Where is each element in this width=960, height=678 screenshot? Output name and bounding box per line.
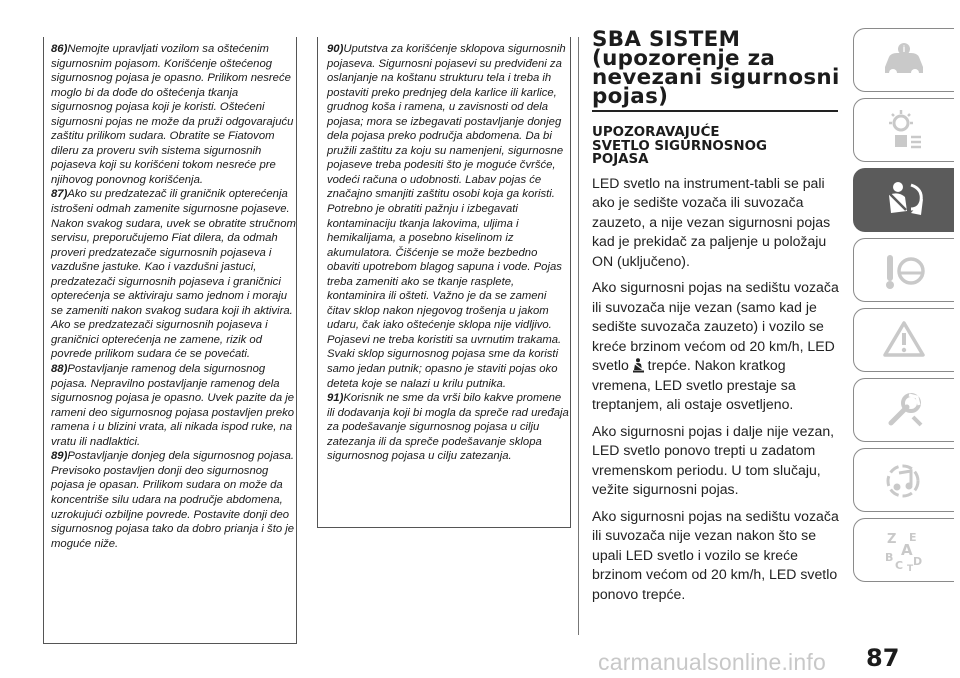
svg-text:i: i <box>902 44 906 54</box>
title-line: nevezani sigurnosni <box>592 65 840 89</box>
note-86: 86)Nemojte upravljati vozilom sa oštećenim sigurnosnim pojasom. Korišćenje oštećenog sigurnosnog pojasa je opasno. Prilikom nesreće moglo bi da dođe do oštećenja tkanja sigurnosnog pojasa koji je koristi. Oštećeni sigurnosni pojas ne može da pruži odgovarajuću zaštitu prilikom sudara. Obratite se Fiatovom dileru za proveru svih sistema sigurnosnih pojaseva koji su korišćeni tokom nesreće pre njihovog ponovnog korišćenja. <box>51 43 294 186</box>
tab-lights[interactable] <box>853 98 954 162</box>
section-title <box>592 27 842 108</box>
svg-text:D: D <box>913 555 923 568</box>
svg-text:T: T <box>907 564 914 573</box>
svg-text:B: B <box>885 551 894 564</box>
notes-column-left <box>51 42 296 551</box>
seatbelt-airbag-icon <box>881 177 927 223</box>
car-info-icon <box>881 37 927 83</box>
title-line: pojas) <box>592 84 669 108</box>
note-91: 91)Korisnik ne sme da vrši bilo kakve promene ili dodavanja koji bi mogla da spreče rad uređaja za podešavanje sigurnosnog pojasa u cilju zatezanja ili da spreče podešavanje sklopa sigurnosnog pojasa u cilju zatezanja. <box>327 392 569 463</box>
main-section <box>592 27 842 604</box>
notes-column-middle <box>327 42 569 464</box>
lights-icon <box>881 107 927 153</box>
note-87: 87)Ako su predzatezač ili graničnik opterećenja istrošeni odmah zamenite sigurnosne pojaseve. Nakon svakog sudara, uvek se obratite stručnom servisu, preporučujemo Fiat dilera, da odmah proveri predzatezače sigurnosnih pojaseva i vazdušne jastuke. Kao i vazdušni jastuci, predzatezači sigurnosnih pojaseva i graničnici opterećenja se aktiviraju samo jednom i moraju se zameniti nakon svakog sudara koji ih aktivira. Ako se predzatezači sigurnosnih pojaseva i graničnici opterećenja ne zamene, rizik od povrede prilikom sudara će se povećati. <box>51 188 296 361</box>
svg-text:Z: Z <box>887 532 897 547</box>
column-divider <box>578 37 579 635</box>
chapter-sidebar <box>853 28 960 648</box>
paragraph-4: Ako sigurnosni pojas na sedištu vozača ili suvozača nije vezan nakon što se upali LED svetlo i vozilo se kreće brzinom većom od 20 km/h, LED svetlo ponovo trepće. <box>592 507 839 602</box>
tab-index[interactable] <box>853 518 954 582</box>
tab-safety[interactable] <box>853 168 954 232</box>
tab-car-info[interactable] <box>853 28 954 92</box>
tab-emergency[interactable] <box>853 378 954 442</box>
watermark: carmanualsonline.info <box>598 649 826 675</box>
tab-driving[interactable] <box>853 238 954 302</box>
emergency-wrench-icon <box>881 387 927 433</box>
note-88: 88)Postavljanje ramenog dela sigurnosnog pojasa. Nepravilno postavljanje ramenog dela sigurnosnog pojasa je opasno. Uvek pazite da je rameni deo sigurnosnog pojasa postavljen preko ramena i u blizini vrata, ali nikada ispod ruke, na vratu ili nadlaktici. <box>51 363 295 448</box>
seatbelt-warning-icon <box>633 358 644 373</box>
index-letters-icon <box>881 527 927 573</box>
paragraph-3: Ako sigurnosni pojas i dalje nije vezan, LED svetlo ponovo trepti u zadatom vremenskom periodu. U tom slučaju, vežite sigurnosni pojas. <box>592 422 835 497</box>
note-90: 90)Uputstva za korišćenje sklopova sigurnosnih pojaseva. Sigurnosni pojasevi su predviđeni za oslanjanje na koštanu strukturu tela i treba ih postaviti preko prednjeg dela karlice ili karlice, grudnog koša i ramena, u zavisnosti od dela pojasa; mora se izbegavati postavljanje donjeg dela pojasa preko područja abdomena. Da bi pružili zaštitu za koju su namenjeni, sigurnosne pojaseve treba podesiti što je moguće čvršće, vodeći računa o udobnosti. Labav pojas će značajno smanjiti zaštitu osobi koja ga koristi. Potrebno je obratiti pažnju i izbegavati kontaminaciju tkanja lakovima, uljima i hemikalijama, a posebno kiselinom iz akumulatora. Čišćenje se može bezbedno obaviti upotrebom blagog sapuna i vode. Pojas treba zameniti ako se tkanje rasplete, kontaminira ili ošteti. Važno je da se zameni čitav sklop nakon njegovog trošenja u jakom udaru, čak iako oštećenje sklopa nije vidljivo. Pojasevi ne treba koristiti sa uvrnutim trakama. Svaki sklop sigurnosnog pojasa sme da koristi samo jedan putnik; opasno je staviti pojas oko deteta koje se nalazi u krilu putnika. <box>327 43 566 390</box>
steering-wheel-icon <box>881 247 927 293</box>
title-line: (upozorenje za <box>592 46 776 70</box>
tab-multimedia[interactable] <box>853 448 954 512</box>
warning-triangle-icon <box>881 317 927 363</box>
multimedia-icon <box>881 457 927 503</box>
subsection-title: UPOZORAVAJUĆE SVETLO SIGURNOSNOG POJASA <box>592 125 768 167</box>
paragraph-2: Ako sigurnosni pojas na sedištu vozača ili suvozača nije vezan (samo kad je sedište suvozača zauzeto) i vozilo se kreće brzinom većom od 20 km/h, LED svetlo trepće. Nakon kratkog vremena, LED svetlo prestaje sa treptanjem, ali ostaje osvetljeno. <box>592 279 839 412</box>
paragraph-1: LED svetlo na instrument-tabli se pali ako je sedište vozača ili suvozača zauzeto, a nije vezan sigurnosni pojas kad je prekidač za paljenje u položaju ON (uključeno). <box>592 174 831 269</box>
tab-warnings[interactable] <box>853 308 954 372</box>
title-line: SBA SISTEM <box>592 27 741 51</box>
svg-text:A: A <box>901 541 913 559</box>
note-89: 89)Postavljanje donjeg dela sigurnosnog pojasa. Previsoko postavljen donji deo sigurnosnog pojasa je opasan. Prilikom sudara on može da koncentriše silu udara na područje abdomena, uzrokujući ozbiljne povrede. Postavite donji deo sigurnosnog pojasa tako da dobro prianja i što je moguće niže. <box>51 450 295 550</box>
title-underline <box>592 110 838 112</box>
page-number: 87 <box>866 644 900 672</box>
svg-text:E: E <box>909 531 917 544</box>
svg-text:C: C <box>895 559 904 572</box>
